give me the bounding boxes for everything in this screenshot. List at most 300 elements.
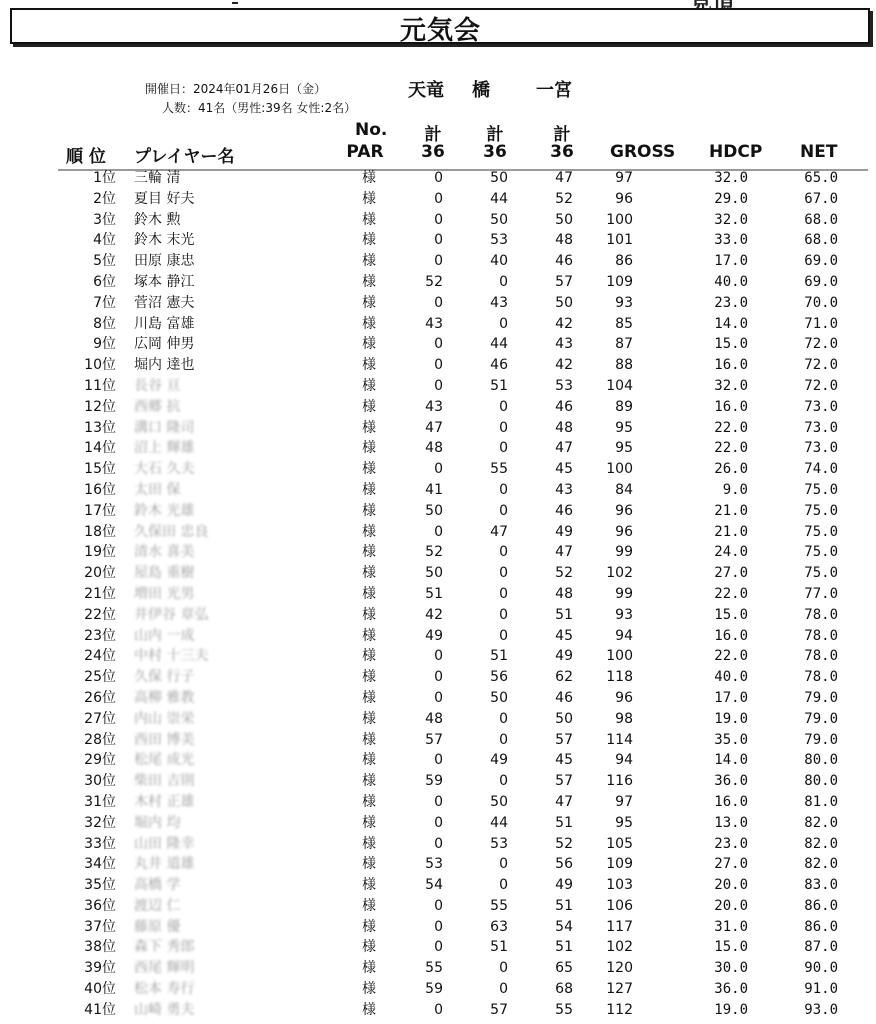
- net-score: 68.0: [804, 232, 838, 249]
- kei2-score: 45: [555, 461, 573, 478]
- kei1-score: 49: [490, 752, 508, 769]
- kei1-score: 50: [490, 689, 508, 706]
- gross-score: 94: [615, 627, 633, 644]
- kei1-score: 44: [490, 814, 508, 831]
- player-name: 山田 隆幸: [134, 835, 195, 852]
- rank-cell: 10位: [84, 357, 116, 374]
- par-score: 0: [434, 294, 443, 311]
- kei2-score: 42: [555, 315, 573, 332]
- hdcp-value: 27.0: [714, 856, 748, 873]
- hdcp-value: 16.0: [714, 793, 748, 810]
- net-score: 91.0: [804, 981, 838, 998]
- gross-score: 95: [615, 814, 633, 831]
- table-row: [0, 438, 876, 459]
- honorific: 様: [362, 481, 376, 498]
- par-score: 0: [434, 253, 443, 270]
- kei1-score: 0: [499, 856, 508, 873]
- rank-cell: 26位: [84, 689, 116, 706]
- gross-score: 89: [615, 398, 633, 415]
- player-name: 川島 富雄: [134, 315, 195, 332]
- kei1-score: 43: [490, 294, 508, 311]
- kei1-score: 50: [490, 793, 508, 810]
- par-score: 59: [425, 773, 443, 790]
- net-score: 87.0: [804, 939, 838, 956]
- hdcp-value: 32.0: [714, 211, 748, 228]
- player-name: 屋島 重樹: [134, 565, 195, 582]
- hdcp-value: 26.0: [714, 461, 748, 478]
- header-net: NET: [800, 142, 838, 162]
- player-name: 増田 光男: [134, 585, 195, 602]
- net-score: 74.0: [804, 461, 838, 478]
- venue-part1: 天竜: [408, 80, 444, 101]
- table-row: [0, 168, 876, 189]
- gross-score: 96: [615, 523, 633, 540]
- par-score: 50: [425, 565, 443, 582]
- page-title: 元気会: [400, 16, 482, 46]
- kei1-score: 51: [490, 377, 508, 394]
- hdcp-value: 20.0: [714, 897, 748, 914]
- gross-score: 100: [606, 211, 633, 228]
- player-name: 藤原 優: [134, 918, 181, 935]
- kei2-score: 47: [555, 544, 573, 561]
- kei2-score: 51: [555, 606, 573, 623]
- table-row: [0, 917, 876, 938]
- par-score: 53: [425, 856, 443, 873]
- hdcp-value: 40.0: [714, 669, 748, 686]
- net-score: 70.0: [804, 294, 838, 311]
- par-score: 59: [425, 981, 443, 998]
- gross-score: 86: [615, 253, 633, 270]
- kei1-score: 0: [499, 502, 508, 519]
- player-name: 井伊谷 章弘: [134, 606, 209, 623]
- net-score: 78.0: [804, 669, 838, 686]
- player-name: 長谷 亘: [134, 377, 181, 394]
- hdcp-value: 14.0: [714, 315, 748, 332]
- kei1-score: 57: [490, 1001, 508, 1018]
- event-date: 開催日：2024年01月26日（金）: [145, 82, 327, 96]
- par-score: 55: [425, 960, 443, 977]
- rank-cell: 23位: [84, 627, 116, 644]
- net-score: 82.0: [804, 814, 838, 831]
- rank-cell: 30位: [84, 773, 116, 790]
- honorific: 様: [362, 981, 376, 998]
- hdcp-value: 23.0: [714, 835, 748, 852]
- kei2-score: 54: [555, 918, 573, 935]
- gross-score: 116: [606, 773, 633, 790]
- net-score: 86.0: [804, 897, 838, 914]
- honorific: 様: [362, 897, 376, 914]
- kei1-score: 0: [499, 627, 508, 644]
- player-name: 高柳 雅教: [134, 689, 195, 706]
- table-row: [0, 834, 876, 855]
- net-score: 80.0: [804, 752, 838, 769]
- gross-score: 101: [606, 232, 633, 249]
- net-score: 75.0: [804, 481, 838, 498]
- header-par: PAR: [346, 142, 384, 162]
- honorific: 様: [362, 1001, 376, 1018]
- player-name: 西尾 輝明: [134, 960, 195, 977]
- net-score: 78.0: [804, 648, 838, 665]
- hdcp-value: 13.0: [714, 814, 748, 831]
- kei1-score: 0: [499, 606, 508, 623]
- hdcp-value: 22.0: [714, 419, 748, 436]
- rank-cell: 27位: [84, 710, 116, 727]
- table-row: [0, 813, 876, 834]
- rank-cell: 22位: [84, 606, 116, 623]
- table-row: [0, 418, 876, 439]
- kei1-score: 0: [499, 960, 508, 977]
- hdcp-value: 19.0: [714, 1001, 748, 1018]
- par-score: 0: [434, 461, 443, 478]
- table-row: [0, 189, 876, 210]
- hdcp-value: 32.0: [714, 170, 748, 186]
- rank-cell: 5位: [93, 253, 116, 270]
- par-score: 0: [434, 669, 443, 686]
- venue-part2: 橋: [472, 80, 490, 101]
- gross-score: 97: [615, 793, 633, 810]
- net-score: 77.0: [804, 585, 838, 602]
- honorific: 様: [362, 523, 376, 540]
- player-name: 松本 寿行: [134, 981, 195, 998]
- honorific: 様: [362, 294, 376, 311]
- kei1-score: 40: [490, 253, 508, 270]
- kei2-score: 46: [555, 502, 573, 519]
- kei1-score: 50: [490, 211, 508, 228]
- table-row: [0, 293, 876, 314]
- player-name: 清水 喜美: [134, 544, 195, 561]
- player-name: 三輪 清: [134, 170, 181, 186]
- par-score: 0: [434, 752, 443, 769]
- player-name: 丸井 道雄: [134, 856, 195, 873]
- net-score: 75.0: [804, 502, 838, 519]
- rank-cell: 3位: [93, 211, 116, 228]
- gross-score: 120: [606, 960, 633, 977]
- honorific: 様: [362, 669, 376, 686]
- player-name: 溝口 隆司: [134, 419, 195, 436]
- hdcp-value: 32.0: [714, 377, 748, 394]
- net-score: 79.0: [804, 731, 838, 748]
- participant-count: 人数：41名（男性:39名 女性:2名）: [162, 101, 357, 115]
- honorific: 様: [362, 170, 376, 186]
- par-score: 0: [434, 190, 443, 207]
- table-row: [0, 709, 876, 730]
- player-name: 夏目 好夫: [134, 190, 195, 207]
- table-row: [0, 646, 876, 667]
- player-name: 菅沼 憲夫: [134, 294, 195, 311]
- rank-cell: 13位: [84, 419, 116, 436]
- net-score: 73.0: [804, 440, 838, 457]
- honorific: 様: [362, 211, 376, 228]
- player-name: 西郷 抗: [134, 398, 181, 415]
- par-score: 42: [425, 606, 443, 623]
- table-row: [0, 667, 876, 688]
- header-kei3-val: 36: [550, 142, 574, 162]
- par-score: 0: [434, 357, 443, 374]
- header-no: No.: [355, 120, 388, 140]
- gross-score: 105: [606, 835, 633, 852]
- hdcp-value: 19.0: [714, 710, 748, 727]
- hdcp-value: 15.0: [714, 939, 748, 956]
- honorific: 様: [362, 190, 376, 207]
- par-score: 0: [434, 648, 443, 665]
- honorific: 様: [362, 793, 376, 810]
- par-score: 0: [434, 232, 443, 249]
- gross-score: 96: [615, 502, 633, 519]
- hdcp-value: 27.0: [714, 565, 748, 582]
- gross-score: 94: [615, 752, 633, 769]
- gross-score: 106: [606, 897, 633, 914]
- honorific: 様: [362, 835, 376, 852]
- par-score: 49: [425, 627, 443, 644]
- gross-score: 127: [606, 981, 633, 998]
- scan-mark: [232, 0, 238, 4]
- kei1-score: 44: [490, 190, 508, 207]
- results-table: [0, 168, 876, 1021]
- net-score: 78.0: [804, 627, 838, 644]
- hdcp-value: 14.0: [714, 752, 748, 769]
- player-name: 久保田 忠良: [134, 523, 209, 540]
- net-score: 78.0: [804, 606, 838, 623]
- kei2-score: 49: [555, 877, 573, 894]
- honorific: 様: [362, 253, 376, 270]
- honorific: 様: [362, 440, 376, 457]
- hdcp-value: 36.0: [714, 773, 748, 790]
- par-score: 0: [434, 211, 443, 228]
- table-row: [0, 771, 876, 792]
- table-row: [0, 376, 876, 397]
- hdcp-value: 30.0: [714, 960, 748, 977]
- honorific: 様: [362, 752, 376, 769]
- par-score: 0: [434, 523, 443, 540]
- par-score: 57: [425, 731, 443, 748]
- kei2-score: 48: [555, 585, 573, 602]
- gross-score: 96: [615, 190, 633, 207]
- gross-score: 97: [615, 170, 633, 186]
- kei2-score: 46: [555, 689, 573, 706]
- rank-cell: 6位: [93, 273, 116, 290]
- kei1-score: 55: [490, 897, 508, 914]
- player-name: 太田 保: [134, 481, 181, 498]
- hdcp-value: 16.0: [714, 627, 748, 644]
- kei2-score: 51: [555, 939, 573, 956]
- player-name: 広岡 伸男: [134, 336, 195, 353]
- rank-cell: 9位: [93, 336, 116, 353]
- rank-cell: 35位: [84, 877, 116, 894]
- honorific: 様: [362, 377, 376, 394]
- net-score: 72.0: [804, 336, 838, 353]
- gross-score: 102: [606, 565, 633, 582]
- player-name: 松尾 成光: [134, 752, 195, 769]
- rank-cell: 11位: [84, 377, 116, 394]
- header-hdcp: HDCP: [709, 142, 763, 162]
- table-row: [0, 937, 876, 958]
- table-row: [0, 522, 876, 543]
- table-row: [0, 605, 876, 626]
- gross-score: 95: [615, 419, 633, 436]
- rank-cell: 28位: [84, 731, 116, 748]
- gross-score: 99: [615, 585, 633, 602]
- rank-cell: 25位: [84, 669, 116, 686]
- kei2-score: 50: [555, 710, 573, 727]
- kei1-score: 0: [499, 273, 508, 290]
- table-row: [0, 854, 876, 875]
- kei1-score: 0: [499, 398, 508, 415]
- rank-cell: 20位: [84, 565, 116, 582]
- rank-cell: 32位: [84, 814, 116, 831]
- honorific: 様: [362, 856, 376, 873]
- header-kei1: 計: [424, 125, 442, 145]
- hdcp-value: 16.0: [714, 357, 748, 374]
- net-score: 72.0: [804, 357, 838, 374]
- par-score: 43: [425, 315, 443, 332]
- player-name: 大石 久夫: [134, 461, 195, 478]
- hdcp-value: 29.0: [714, 190, 748, 207]
- gross-score: 100: [606, 461, 633, 478]
- table-row: [0, 230, 876, 251]
- kei1-score: 0: [499, 981, 508, 998]
- kei2-score: 46: [555, 253, 573, 270]
- hdcp-value: 15.0: [714, 606, 748, 623]
- par-score: 47: [425, 419, 443, 436]
- par-score: 48: [425, 710, 443, 727]
- net-score: 65.0: [804, 170, 838, 186]
- honorific: 様: [362, 773, 376, 790]
- kei2-score: 47: [555, 170, 573, 186]
- hdcp-value: 33.0: [714, 232, 748, 249]
- gross-score: 96: [615, 689, 633, 706]
- kei2-score: 57: [555, 731, 573, 748]
- kei1-score: 44: [490, 336, 508, 353]
- net-score: 67.0: [804, 190, 838, 207]
- net-score: 75.0: [804, 523, 838, 540]
- net-score: 68.0: [804, 211, 838, 228]
- net-score: 73.0: [804, 398, 838, 415]
- honorific: 様: [362, 939, 376, 956]
- par-score: 0: [434, 835, 443, 852]
- table-row: [0, 334, 876, 355]
- honorific: 様: [362, 398, 376, 415]
- gross-score: 93: [615, 294, 633, 311]
- player-name: 山崎 勇夫: [134, 1001, 195, 1018]
- gross-score: 109: [606, 856, 633, 873]
- rank-cell: 14位: [84, 440, 116, 457]
- net-score: 75.0: [804, 544, 838, 561]
- table-row: [0, 688, 876, 709]
- kei1-score: 51: [490, 648, 508, 665]
- kei2-score: 49: [555, 523, 573, 540]
- kei2-score: 43: [555, 481, 573, 498]
- honorific: 様: [362, 627, 376, 644]
- gross-score: 103: [606, 877, 633, 894]
- kei2-score: 45: [555, 752, 573, 769]
- net-score: 86.0: [804, 918, 838, 935]
- player-name: 田原 康忠: [134, 253, 195, 270]
- net-score: 90.0: [804, 960, 838, 977]
- hdcp-value: 17.0: [714, 689, 748, 706]
- hdcp-value: 21.0: [714, 523, 748, 540]
- venue-part3: 一宮: [536, 80, 572, 101]
- rank-cell: 18位: [84, 523, 116, 540]
- player-name: 塚本 静江: [134, 273, 195, 290]
- honorific: 様: [362, 585, 376, 602]
- hdcp-value: 15.0: [714, 336, 748, 353]
- par-score: 0: [434, 918, 443, 935]
- net-score: 69.0: [804, 273, 838, 290]
- honorific: 様: [362, 357, 376, 374]
- gross-score: 85: [615, 315, 633, 332]
- gross-score: 102: [606, 939, 633, 956]
- rank-cell: 33位: [84, 835, 116, 852]
- table-row: [0, 210, 876, 231]
- par-score: 0: [434, 939, 443, 956]
- rank-cell: 19位: [84, 544, 116, 561]
- hdcp-value: 16.0: [714, 398, 748, 415]
- kei2-score: 57: [555, 273, 573, 290]
- hdcp-value: 24.0: [714, 544, 748, 561]
- gross-score: 84: [615, 481, 633, 498]
- net-score: 79.0: [804, 689, 838, 706]
- net-score: 69.0: [804, 253, 838, 270]
- net-score: 83.0: [804, 877, 838, 894]
- kei2-score: 47: [555, 440, 573, 457]
- kei2-score: 68: [555, 981, 573, 998]
- kei2-score: 51: [555, 814, 573, 831]
- net-score: 73.0: [804, 419, 838, 436]
- gross-score: 100: [606, 648, 633, 665]
- rank-cell: 24位: [84, 648, 116, 665]
- player-name: 沼上 輝雄: [134, 440, 195, 457]
- player-name: 木村 正雄: [134, 793, 195, 810]
- gross-score: 93: [615, 606, 633, 623]
- honorific: 様: [362, 918, 376, 935]
- table-row: [0, 979, 876, 1000]
- par-score: 54: [425, 877, 443, 894]
- par-score: 50: [425, 502, 443, 519]
- par-score: 0: [434, 377, 443, 394]
- hdcp-value: 23.0: [714, 294, 748, 311]
- table-row: [0, 355, 876, 376]
- kei1-score: 55: [490, 461, 508, 478]
- hdcp-value: 40.0: [714, 273, 748, 290]
- table-row: [0, 750, 876, 771]
- kei1-score: 56: [490, 669, 508, 686]
- par-score: 0: [434, 897, 443, 914]
- rank-cell: 37位: [84, 918, 116, 935]
- kei2-score: 55: [555, 1001, 573, 1018]
- table-row: [0, 314, 876, 335]
- par-score: 0: [434, 336, 443, 353]
- header-kei3: 計: [553, 125, 571, 145]
- kei1-score: 0: [499, 565, 508, 582]
- honorific: 様: [362, 814, 376, 831]
- table-row: [0, 272, 876, 293]
- rank-cell: 15位: [84, 461, 116, 478]
- gross-score: 98: [615, 710, 633, 727]
- table-row: [0, 626, 876, 647]
- kei1-score: 0: [499, 481, 508, 498]
- net-score: 93.0: [804, 1001, 838, 1018]
- kei1-score: 47: [490, 523, 508, 540]
- table-row: [0, 875, 876, 896]
- kei2-score: 50: [555, 294, 573, 311]
- table-row: [0, 958, 876, 979]
- rank-cell: 39位: [84, 960, 116, 977]
- gross-score: 87: [615, 336, 633, 353]
- rank-cell: 4位: [93, 232, 116, 249]
- hdcp-value: 31.0: [714, 918, 748, 935]
- header-player: プレイヤー名: [134, 147, 235, 167]
- gross-score: 104: [606, 377, 633, 394]
